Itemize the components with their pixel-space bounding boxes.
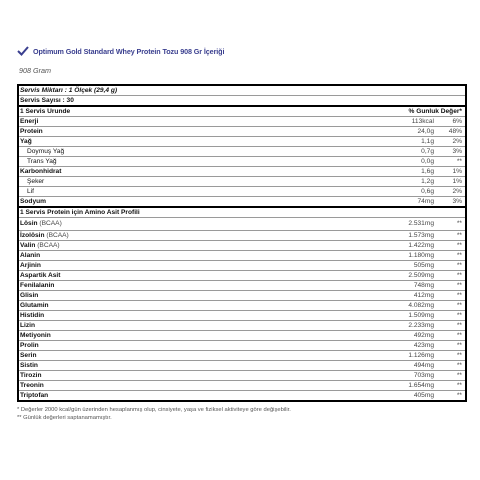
amino-label	[20, 311, 44, 320]
amino-row	[19, 301, 465, 311]
amino-note: (BCAA)	[37, 220, 62, 227]
amino-name: Glisin	[20, 292, 39, 299]
amino-amount: 494mg	[413, 362, 434, 369]
amino-amount: 2.531mg	[408, 220, 434, 227]
amino-row	[19, 251, 465, 261]
amino-daily-value: **	[456, 302, 462, 309]
nutrient-daily-value: 2%	[452, 138, 462, 145]
amino-name: Aspartik Asit	[20, 272, 61, 279]
amino-name: Sistin	[20, 362, 38, 369]
nutrition-table	[17, 84, 467, 402]
amino-row	[19, 331, 465, 341]
amino-label	[20, 371, 42, 380]
amino-name: Tirozin	[20, 372, 42, 379]
nutrient-name: Protein	[20, 128, 43, 135]
nutrient-row	[19, 177, 465, 187]
nutrient-amount: 24,0g	[417, 128, 434, 135]
amino-row	[19, 361, 465, 371]
amino-daily-value: **	[456, 312, 462, 319]
nutrient-amount: 0,0g	[421, 158, 434, 165]
amino-label	[20, 341, 39, 350]
amino-label	[20, 271, 60, 280]
nutrient-amount: 1,2g	[421, 178, 434, 185]
nutrient-daily-value: 2%	[452, 188, 462, 195]
amino-label	[20, 231, 69, 240]
serving-size: Servis Miktarı : 1 Ölçek (29,4 g)	[20, 87, 118, 94]
nutrient-row	[19, 137, 465, 147]
nutrition-header-label: 1 Servis Urunde	[20, 108, 71, 115]
nutrient-amount: 0,6g	[421, 188, 434, 195]
amino-name: Metiyonin	[20, 332, 51, 339]
nutrient-amount: 1,1g	[421, 138, 434, 145]
nutrient-name: Trans Yağ	[27, 158, 57, 165]
nutrient-daily-value: 6%	[452, 118, 462, 125]
nutrient-daily-value: 3%	[452, 148, 462, 155]
amino-amount: 1.654mg	[408, 382, 434, 389]
amino-row	[19, 218, 465, 231]
amino-name: Prolin	[20, 342, 39, 349]
nutrient-daily-value: 3%	[452, 198, 462, 205]
amino-label	[20, 281, 54, 290]
amino-label	[20, 331, 51, 340]
amino-label	[20, 261, 41, 270]
amino-name: Arjinin	[20, 262, 41, 269]
amino-daily-value: **	[456, 252, 462, 259]
amino-row	[19, 271, 465, 281]
amino-label	[20, 351, 37, 360]
serving-size-row	[19, 86, 465, 96]
nutrient-amount: 74mg	[417, 198, 434, 205]
amino-label	[20, 241, 60, 250]
amino-row	[19, 391, 465, 402]
amino-name: Glutamin	[20, 302, 49, 309]
nutrient-row	[19, 197, 465, 208]
amino-row	[19, 261, 465, 271]
amino-amount: 1.573mg	[408, 232, 434, 239]
amino-label	[20, 218, 62, 230]
footnote-not-established: ** Günlük değerleri saptanamamıştır.	[17, 415, 112, 421]
amino-name: İzolösin	[20, 232, 45, 239]
amino-note: (BCAA)	[44, 232, 69, 239]
nutrient-name: Sodyum	[20, 198, 47, 205]
nutrient-name: Enerji	[20, 118, 39, 125]
amino-name: Alanin	[20, 252, 41, 259]
amino-daily-value: **	[456, 352, 462, 359]
amino-amount: 423mg	[413, 342, 434, 349]
nutrient-name: Şeker	[27, 178, 45, 185]
nutrient-daily-value: 48%	[448, 128, 462, 135]
amino-label	[20, 391, 48, 400]
nutrient-row	[19, 117, 465, 127]
amino-amount: 2.233mg	[408, 322, 434, 329]
nutrient-daily-value: **	[456, 158, 462, 165]
nutrient-name: Karbonhidrat	[20, 168, 62, 175]
amino-amount: 703mg	[413, 372, 434, 379]
amino-row	[19, 291, 465, 301]
nutrient-daily-value: 1%	[452, 178, 462, 185]
amino-name: Triptofan	[20, 392, 49, 399]
amino-label	[20, 251, 40, 260]
amino-label	[20, 381, 44, 390]
amino-daily-value: **	[456, 322, 462, 329]
amino-note: (BCAA)	[35, 242, 60, 249]
amino-daily-value: **	[456, 362, 462, 369]
amino-row	[19, 281, 465, 291]
nutrient-row	[19, 157, 465, 167]
amino-row	[19, 371, 465, 381]
amino-name: Fenilalanin	[20, 282, 55, 289]
nutrient-row	[19, 187, 465, 197]
amino-daily-value: **	[456, 342, 462, 349]
product-weight: 908 Gram	[19, 66, 51, 75]
nutrient-row	[19, 147, 465, 157]
amino-daily-value: **	[456, 382, 462, 389]
amino-row	[19, 231, 465, 241]
amino-row	[19, 321, 465, 331]
amino-header-row	[19, 208, 465, 218]
nutrient-amount: 0,7g	[421, 148, 434, 155]
checkmark-icon	[17, 45, 29, 57]
nutrient-row	[19, 167, 465, 177]
amino-name: Valin	[20, 242, 36, 249]
amino-daily-value: **	[456, 292, 462, 299]
amino-amount: 1.422mg	[408, 242, 434, 249]
amino-amount: 405mg	[413, 392, 434, 399]
nutrient-name: Doymuş Yağ	[27, 148, 65, 155]
amino-amount: 1.180mg	[408, 252, 434, 259]
amino-daily-value: **	[456, 392, 462, 399]
serving-count-row	[19, 96, 465, 107]
amino-name: Histidin	[20, 312, 45, 319]
footnotes	[17, 406, 291, 422]
amino-daily-value: **	[456, 282, 462, 289]
daily-value-header: % Gunluk Değer*	[408, 108, 462, 115]
amino-name: Lösin	[20, 220, 38, 227]
page-title: Optimum Gold Standard Whey Protein Tozu 908 Gr İçeriği	[33, 46, 225, 56]
amino-name: Treonin	[20, 382, 44, 389]
amino-amount: 1.509mg	[408, 312, 434, 319]
nutrition-header-row	[19, 107, 465, 117]
amino-amount: 505mg	[413, 262, 434, 269]
amino-daily-value: **	[456, 372, 462, 379]
amino-row	[19, 381, 465, 391]
amino-label	[20, 291, 38, 300]
amino-daily-value: **	[456, 232, 462, 239]
amino-label	[20, 321, 35, 330]
amino-row	[19, 311, 465, 321]
nutrient-name: Yağ	[20, 138, 32, 145]
amino-amount: 412mg	[413, 292, 434, 299]
nutrient-row	[19, 127, 465, 137]
amino-daily-value: **	[456, 332, 462, 339]
nutrient-name: Lif	[27, 188, 34, 195]
amino-row	[19, 351, 465, 361]
amino-daily-value: **	[456, 262, 462, 269]
nutrient-daily-value: 1%	[452, 168, 462, 175]
amino-amount: 748mg	[413, 282, 434, 289]
amino-name: Serin	[20, 352, 37, 359]
serving-count: Servis Sayısı : 30	[20, 97, 74, 104]
amino-label	[20, 301, 49, 310]
page-header	[17, 44, 467, 58]
amino-amount: 2.509mg	[408, 272, 434, 279]
amino-daily-value: **	[456, 220, 462, 227]
amino-daily-value: **	[456, 272, 462, 279]
amino-header: 1 Servis Protein için Amino Asit Profili	[20, 209, 140, 216]
amino-amount: 1.126mg	[408, 352, 434, 359]
amino-row	[19, 341, 465, 351]
nutrient-amount: 113kcal	[411, 118, 434, 125]
amino-label	[20, 361, 38, 370]
amino-amount: 4.082mg	[408, 302, 434, 309]
amino-name: Lizin	[20, 322, 36, 329]
amino-daily-value: **	[456, 242, 462, 249]
nutrient-amount: 1,6g	[421, 168, 434, 175]
amino-row	[19, 241, 465, 251]
footnote-daily-values: * Değerler 2000 kcal/gün üzerinden hesaplanmış olup, cinsiyete, yaşa ve fiziksel aktiviteye göre değişebilir.	[17, 407, 291, 413]
amino-amount: 492mg	[413, 332, 434, 339]
